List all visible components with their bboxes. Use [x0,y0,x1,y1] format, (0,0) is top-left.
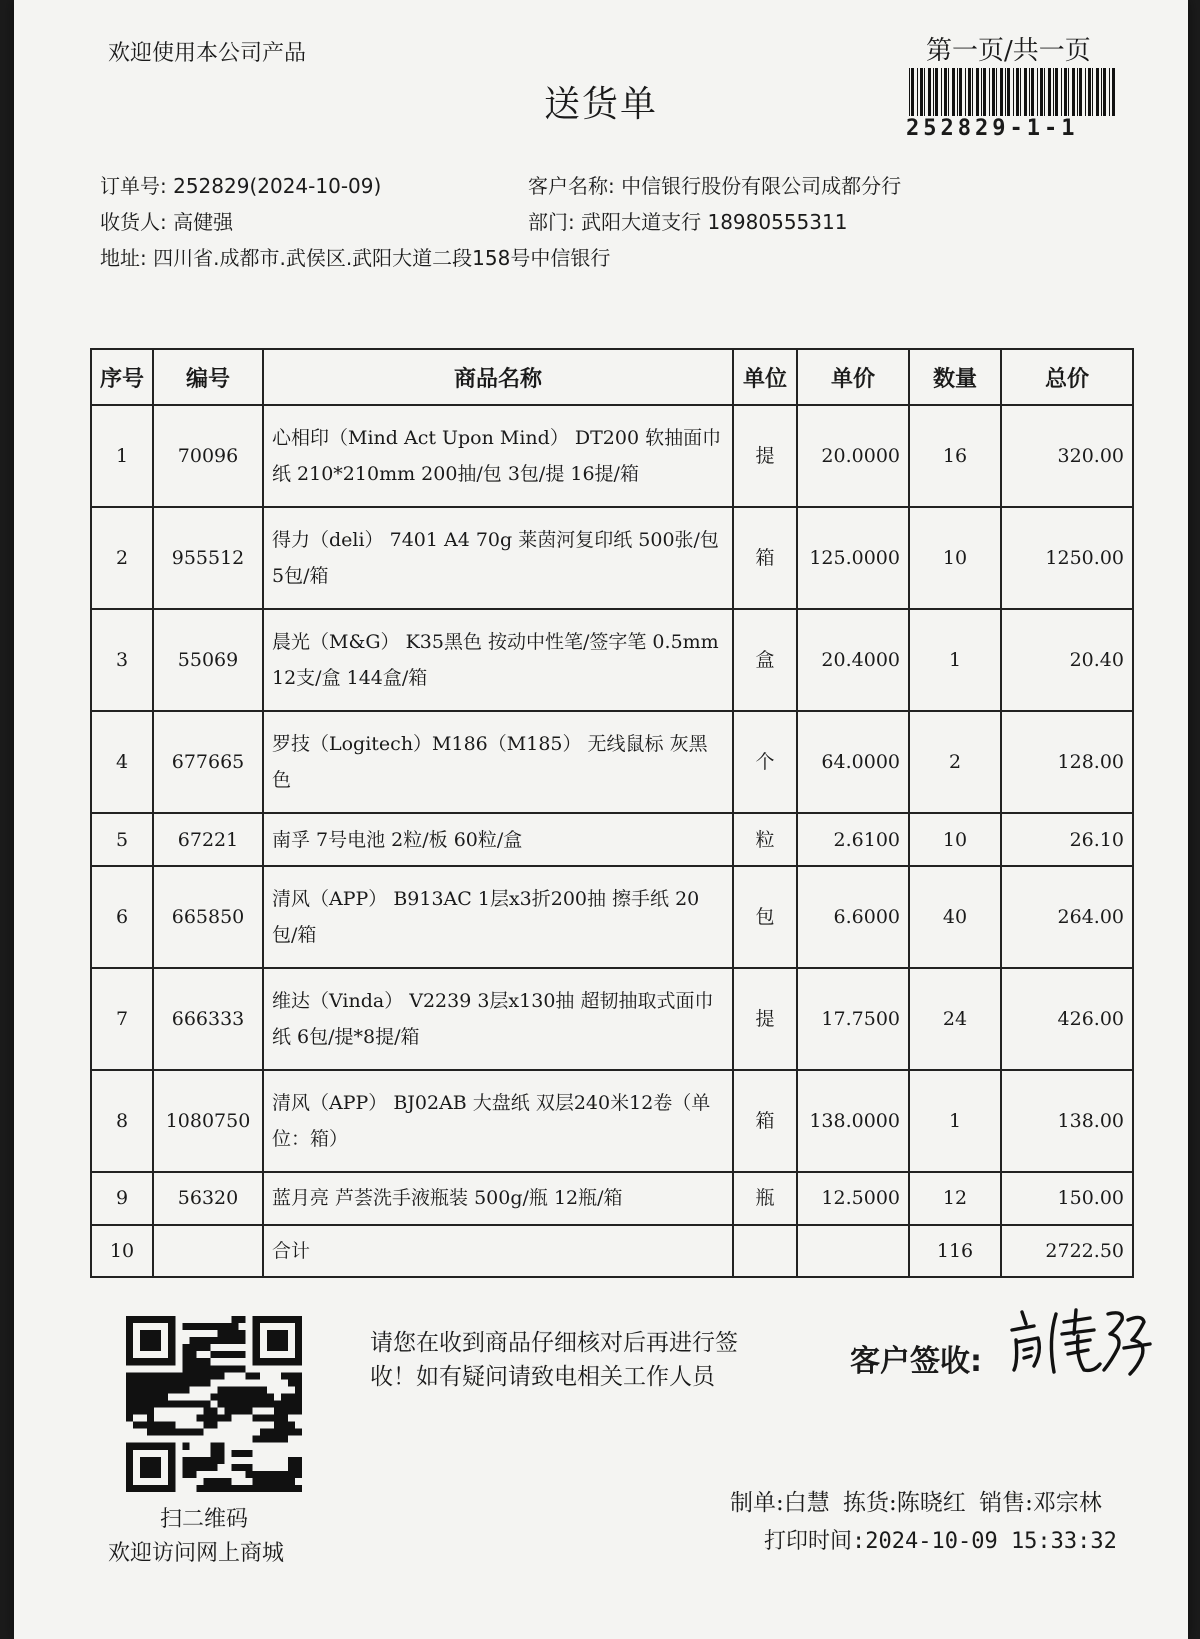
table-header-row [91,349,1133,405]
row-name: 得力（deli） 7401 A4 70g 莱茵河复印纸 500张/包 5包/箱 [263,507,733,609]
row-no: 5 [91,813,153,865]
table-row [91,1172,1133,1224]
row-unit: 个 [733,711,797,813]
row-name: 维达（Vinda） V2239 3层x130抽 超韧抽取式面巾纸 6包/提*8提/箱 [263,968,733,1070]
table-row [91,405,1133,507]
row-total: 320.00 [1001,405,1133,507]
row-qty: 40 [909,866,1001,968]
row-name: 清风（APP） BJ02AB 大盘纸 双层240米12卷（单位：箱） [263,1070,733,1172]
row-qty: 1 [909,609,1001,711]
qr-code-image [126,1316,302,1492]
receiver [100,206,233,235]
header-price: 单价 [797,349,909,405]
table-row [91,507,1133,609]
row-price: 6.6000 [797,866,909,968]
row-code: 56320 [153,1172,263,1224]
items-table [90,348,1134,1278]
row-total: 264.00 [1001,866,1133,968]
row-qty: 1 [909,1070,1001,1172]
order-value: 252829(2024-10-09) [173,174,382,198]
table-row [91,1225,1133,1278]
row-no: 8 [91,1070,153,1172]
row-code [153,1225,263,1278]
dept-label: 部门: [528,210,575,234]
header-no: 序号 [91,349,153,405]
row-name: 南孚 7号电池 2粒/板 60粒/盒 [263,813,733,865]
receiver-label: 收货人: [100,210,167,234]
row-price: 125.0000 [797,507,909,609]
row-no: 9 [91,1172,153,1224]
row-price: 64.0000 [797,711,909,813]
row-total: 26.10 [1001,813,1133,865]
table-row [91,1070,1133,1172]
qr-caption-mall: 欢迎访问网上商城 [108,1541,285,1566]
row-qty: 10 [909,813,1001,865]
row-code: 677665 [153,711,263,813]
customer-value: 中信银行股份有限公司成都分行 [621,174,902,198]
welcome-text: 欢迎使用本公司产品 [108,41,307,66]
row-code: 955512 [153,507,263,609]
address-label: 地址: [100,246,147,270]
customer-signature [1004,1300,1156,1380]
row-total: 426.00 [1001,968,1133,1070]
barcode-image [907,68,1117,116]
address-value: 四川省.成都市.武侯区.武阳大道二段158号中信银行 [153,246,611,270]
header-unit: 单位 [733,349,797,405]
department [528,206,847,235]
row-no: 4 [91,711,153,813]
row-code: 665850 [153,866,263,968]
row-unit [733,1225,797,1278]
row-price: 20.4000 [797,609,909,711]
row-code: 666333 [153,968,263,1070]
check-notice: 请您在收到商品仔细核对后再进行签收！如有疑问请致电相关工作人员 [370,1330,738,1390]
row-total: 150.00 [1001,1172,1133,1224]
row-unit: 箱 [733,507,797,609]
row-code: 67221 [153,813,263,865]
row-code: 1080750 [153,1070,263,1172]
qr-caption-scan: 扫二维码 [160,1507,249,1532]
print-time: 打印时间:2024-10-09 15:33:32 [764,1529,1117,1554]
table-row [91,813,1133,865]
header-name: 商品名称 [263,349,733,405]
row-code: 70096 [153,405,263,507]
table-row [91,711,1133,813]
row-total: 1250.00 [1001,507,1133,609]
row-qty: 2 [909,711,1001,813]
row-qty: 24 [909,968,1001,1070]
order-number [100,170,381,199]
document-title: 送货单 [544,84,659,125]
delivery-note-paper [14,0,1188,1639]
order-label: 订单号: [100,174,167,198]
row-name: 晨光（M&G） K35黑色 按动中性笔/签字笔 0.5mm 12支/盒 144盒/箱 [263,609,733,711]
header-total: 总价 [1001,349,1133,405]
row-qty: 12 [909,1172,1001,1224]
table-row [91,866,1133,968]
row-total: 2722.50 [1001,1225,1133,1278]
header-code: 编号 [153,349,263,405]
address [100,242,610,271]
row-qty: 116 [909,1225,1001,1278]
row-no: 3 [91,609,153,711]
row-unit: 包 [733,866,797,968]
row-no: 10 [91,1225,153,1278]
row-name: 罗技（Logitech）M186（M185） 无线鼠标 灰黑色 [263,711,733,813]
row-name: 心相印（Mind Act Upon Mind） DT200 软抽面巾纸 210*210mm 200抽/包 3包/提 16提/箱 [263,405,733,507]
receiver-value: 高健强 [173,210,234,234]
row-unit: 提 [733,968,797,1070]
row-total: 128.00 [1001,711,1133,813]
row-no: 2 [91,507,153,609]
row-price: 17.7500 [797,968,909,1070]
row-name: 清风（APP） B913AC 1层x3折200抽 擦手纸 20包/箱 [263,866,733,968]
row-price: 20.0000 [797,405,909,507]
row-name: 合计 [263,1225,733,1278]
row-price: 12.5000 [797,1172,909,1224]
row-name: 蓝月亮 芦荟洗手液瓶装 500g/瓶 12瓶/箱 [263,1172,733,1224]
row-price: 138.0000 [797,1070,909,1172]
row-code: 55069 [153,609,263,711]
row-no: 7 [91,968,153,1070]
barcode-number: 252829-1-1 [906,116,1079,141]
staff-info: 制单:白慧 拣货:陈晓红 销售:邓宗林 [730,1490,1102,1516]
customer-name [528,170,901,199]
row-price: 2.6100 [797,813,909,865]
table-row [91,609,1133,711]
row-unit: 提 [733,405,797,507]
row-no: 1 [91,405,153,507]
row-total: 138.00 [1001,1070,1133,1172]
row-unit: 箱 [733,1070,797,1172]
row-unit: 瓶 [733,1172,797,1224]
row-qty: 16 [909,405,1001,507]
row-price [797,1225,909,1278]
row-unit: 粒 [733,813,797,865]
page-indicator: 第一页/共一页 [926,36,1091,66]
row-total: 20.40 [1001,609,1133,711]
table-row [91,968,1133,1070]
header-qty: 数量 [909,349,1001,405]
dept-value: 武阳大道支行 18980555311 [581,210,848,234]
customer-sign-label: 客户签收: [850,1344,982,1379]
customer-label: 客户名称: [528,174,615,198]
row-qty: 10 [909,507,1001,609]
row-unit: 盒 [733,609,797,711]
row-no: 6 [91,866,153,968]
